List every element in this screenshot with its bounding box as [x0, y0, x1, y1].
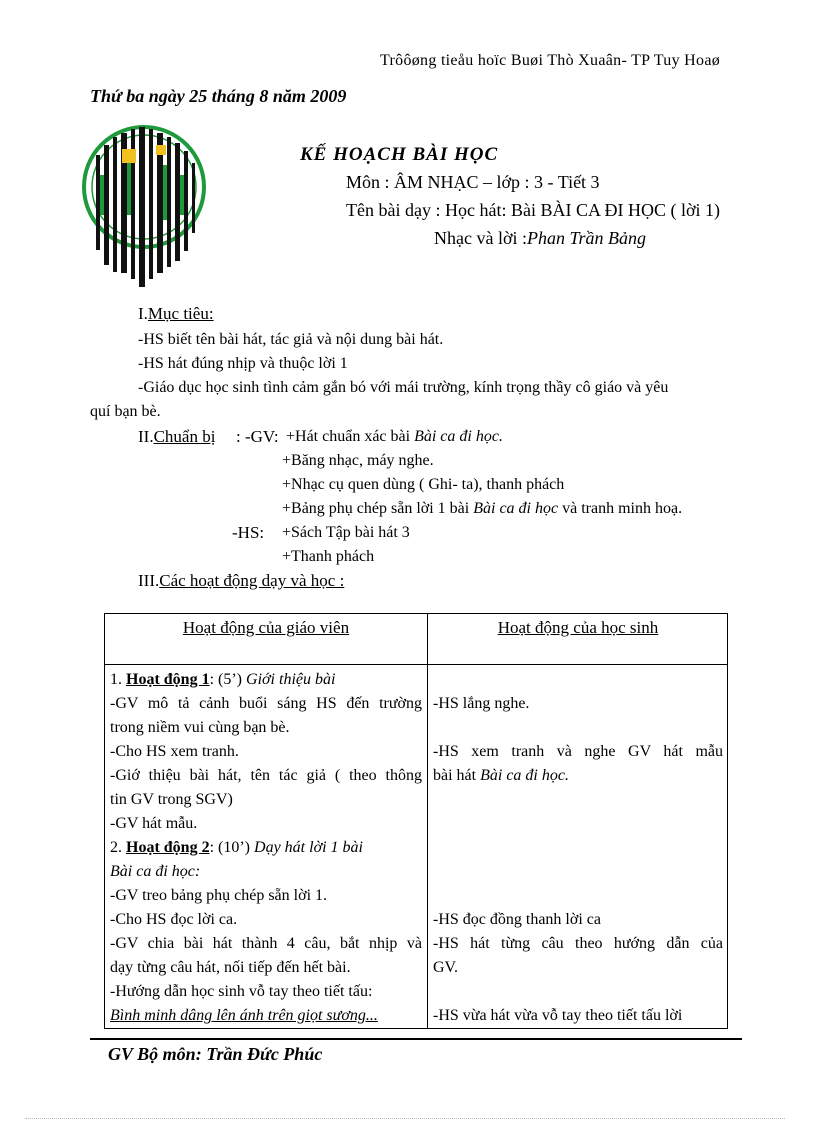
prep-text: +Hát chuẩn xác bài	[286, 428, 415, 445]
student-label: -HS:	[232, 523, 265, 542]
activities-number: III.	[138, 571, 160, 590]
objective-item-continued: quí bạn bè.	[90, 403, 161, 420]
objectives-number: I.	[138, 304, 148, 323]
prep-text: +Bảng phụ chép sẵn lời 1 bài	[282, 500, 474, 517]
student-text: bài hát	[433, 767, 481, 784]
activities-title: Các hoạt động dạy và học :	[159, 571, 345, 590]
header-divider	[105, 664, 727, 665]
composer-name: Phan Trần Bảng	[527, 228, 647, 248]
activity-heading	[110, 836, 422, 860]
teacher-line: -GV treo bảng phụ chép sẵn lời 1.	[110, 887, 328, 904]
teacher-line: -Cho HS xem tranh.	[110, 743, 239, 760]
spacer-line	[433, 812, 723, 836]
spacer-line	[433, 884, 723, 908]
spacer-line	[433, 668, 723, 692]
subject-line: Môn : ÂM NHẠC – lớp : 3 - Tiết 3	[346, 172, 600, 192]
activities-table	[104, 613, 728, 1029]
teacher-prep-item: +Nhạc cụ quen dùng ( Ghi- ta), thanh phách	[282, 476, 565, 493]
music-prefix: Nhạc và lời :	[434, 228, 527, 248]
teacher-line: Bài ca đi học:	[110, 863, 201, 880]
school-header: Trôôøng tieåu hoïc Buøi Thò Xuaân- TP Tuy Hoaø	[380, 52, 721, 69]
activity-number: 2.	[110, 839, 126, 856]
activities-heading	[138, 569, 344, 593]
teacher-label: : -GV:	[236, 427, 279, 446]
activity-title: Hoạt động 2	[126, 839, 210, 856]
activity-number: 1.	[110, 671, 126, 688]
teacher-line: trong niềm vui cùng bạn bè.	[110, 719, 290, 736]
activity-time: : (10’)	[209, 839, 255, 856]
spacer-line	[433, 788, 723, 812]
activity-description: Giới thiệu bài	[246, 671, 336, 688]
prep-text: và tranh minh hoạ.	[558, 500, 683, 517]
student-line: -HS lắng nghe.	[433, 695, 530, 712]
teacher-line: -GV mô tả cảnh buổi sáng HS đến trường	[110, 695, 422, 712]
student-prep-item: +Sách Tập bài hát 3	[282, 524, 410, 541]
song-name: Bài ca đi học.	[480, 767, 569, 784]
spacer-line	[433, 716, 723, 740]
preparation-title: Chuẩn bị	[153, 427, 216, 446]
student-line: GV.	[433, 959, 459, 976]
objectives-title: Mục tiêu:	[147, 304, 214, 323]
lesson-date: Thứ ba ngày 25 tháng 8 năm 2009	[90, 86, 347, 106]
student-column-header: Hoạt động của học sinh	[497, 618, 659, 637]
student-line: -HS vừa hát vừa vỗ tay theo tiết tấu lời	[433, 1007, 683, 1024]
song-name: Bài ca đi học	[473, 500, 559, 517]
rhythm-lyric-line: Bình minh dâng lên ánh trên giọt sương...	[110, 1007, 378, 1024]
activity-title: Hoạt động 1	[126, 671, 210, 688]
plan-title: KẾ HOẠCH BÀI HỌC	[300, 144, 499, 165]
student-line	[433, 764, 723, 788]
teacher-prep-item	[286, 425, 503, 449]
objectives-heading	[138, 302, 214, 326]
teacher-prep-item: +Băng nhạc, máy nghe.	[282, 452, 434, 469]
teacher-column-header: Hoạt động của giáo viên	[182, 618, 350, 637]
teacher-activities-cell	[110, 668, 422, 1028]
student-line: -HS xem tranh và nghe GV hát mẫu	[433, 743, 723, 760]
student-prep-item: +Thanh phách	[282, 548, 375, 565]
teacher-prep-item	[282, 497, 682, 521]
objective-item: -Giáo dục học sinh tình cảm gắn bó với mái trường, kính trọng thầy cô giáo và yêu	[138, 379, 669, 396]
page-edge	[25, 1118, 785, 1119]
teacher-line: -Giớ thiệu bài hát, tên tác giả ( theo thông	[110, 767, 422, 784]
teacher-line: dạy từng câu hát, nối tiếp đến hết bài.	[110, 959, 351, 976]
preparation-number: II.	[138, 427, 154, 446]
lesson-name-line: Tên bài dạy : Học hát: Bài BÀI CA ĐI HỌC ( lời 1)	[346, 200, 720, 220]
teacher-line: -Hướng dẫn học sinh vỗ tay theo tiết tấu:	[110, 983, 373, 1000]
music-lyrics-line	[434, 228, 646, 249]
song-name: Bài ca đi học.	[414, 428, 503, 445]
preparation-heading	[138, 425, 215, 449]
spacer-line	[433, 836, 723, 860]
column-divider	[427, 614, 428, 1028]
school-logo-icon	[82, 115, 212, 290]
teacher-line: -Cho HS đọc lời ca.	[110, 911, 238, 928]
spacer-line	[433, 860, 723, 884]
teacher-line: -GV hát mẫu.	[110, 815, 198, 832]
teacher-signature: GV Bộ môn: Trần Đức Phúc	[108, 1044, 323, 1064]
student-line: -HS đọc đồng thanh lời ca	[433, 911, 601, 928]
activity-description: Dạy hát lời 1 bài	[254, 839, 363, 856]
objective-item: -HS biết tên bài hát, tác giả và nội dung bài hát.	[138, 331, 444, 348]
teacher-line: -GV chia bài hát thành 4 câu, bắt nhịp và	[110, 935, 422, 952]
activity-heading	[110, 668, 422, 692]
objective-item: -HS hát đúng nhịp và thuộc lời 1	[138, 355, 348, 372]
spacer-line	[433, 980, 723, 1004]
student-activities-cell	[433, 668, 723, 1028]
teacher-line: tin GV trong SGV)	[110, 791, 233, 808]
footer-rule	[90, 1038, 742, 1040]
student-line: -HS hát từng câu theo hướng dẫn của	[433, 935, 723, 952]
activity-time: : (5’)	[209, 671, 247, 688]
